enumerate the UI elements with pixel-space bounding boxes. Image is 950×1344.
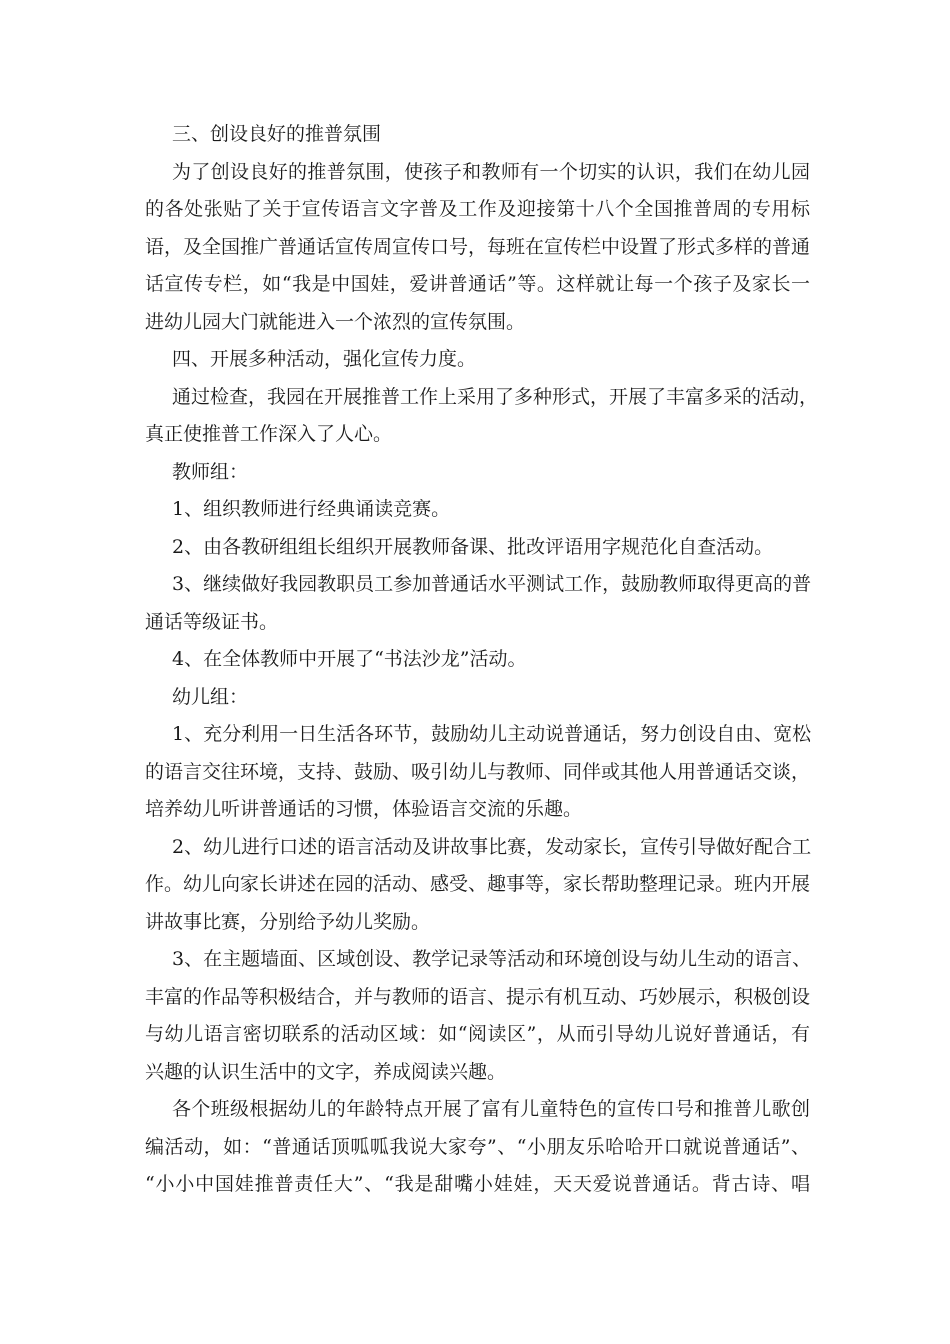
text-line: 进幼儿园大门就能进入一个浓烈的宣传氛围。 (145, 310, 526, 333)
text-line: 教师组： (172, 460, 249, 483)
text-line: 培养幼儿听讲普通话的习惯，体验语言交流的乐趣。 (145, 798, 583, 820)
text-line: 兴趣的认识生活中的文字，养成阅读兴趣。 (145, 1060, 507, 1083)
text-line: 2、由各教研组组长组织开展教师备课、批改评语用字规范化自查活动。 (172, 535, 774, 558)
document-body (145, 116, 819, 1204)
text-line: 话宣传专栏，如“我是中国娃，爱讲普通话”等。这样就让每一个孩子及家长一 (145, 273, 810, 295)
text-line: 幼儿组： (172, 685, 249, 708)
text-line: 语，及全国推广普通话宣传周宣传口号，每班在宣传栏中设置了形式多样的普通 (145, 235, 811, 258)
text-line: 通过检查，我园在开展推普工作上采用了多种形式，开展了丰富多采的活动， (172, 385, 819, 408)
text-line: 编活动，如：“普通话顶呱呱我说大家夸”、“小朋友乐哈哈开口就说普通话”、 (145, 1135, 810, 1158)
text-line: 为了创设良好的推普氛围，使孩子和教师有一个切实的认识，我们在幼儿园 (172, 160, 810, 183)
text-line: 3、在主题墙面、区域创设、教学记录等活动和环境创设与幼儿生动的语言、 (172, 948, 812, 970)
text-line: 的语言交往环境，支持、鼓励、吸引幼儿与教师、同伴或其他人用普通话交谈， (145, 760, 811, 783)
text-line: 丰富的作品等积极结合，并与教师的语言、提示有机互动、巧妙展示，积极创设 (145, 985, 811, 1008)
text-line: 四、开展多种活动，强化宣传力度。 (172, 348, 477, 370)
text-line: 2、幼儿进行口述的语言活动及讲故事比赛，发动家长，宣传引导做好配合工 (172, 835, 812, 858)
text-line: 1、充分利用一日生活各环节，鼓励幼儿主动说普通话，努力创设自由、宽松 (172, 723, 812, 745)
text-line: 作。幼儿向家长讲述在园的活动、感受、趣事等，家长帮助整理记录。班内开展 (145, 873, 811, 895)
text-line: 3、继续做好我园教职员工参加普通话水平测试工作，鼓励教师取得更高的普 (172, 573, 812, 595)
text-line: 通话等级证书。 (145, 610, 279, 633)
text-line: 4、在全体教师中开展了“书法沙龙”活动。 (172, 648, 527, 670)
text-line: 各个班级根据幼儿的年龄特点开展了富有儿童特色的宣传口号和推普儿歌创 (172, 1098, 810, 1120)
text-line: 讲故事比赛，分别给予幼儿奖励。 (145, 910, 431, 933)
text-line: “小小中国娃推普责任大”、“我是甜嘴小娃娃，天天爱说普通话。背古诗、唱 (145, 1173, 810, 1195)
text-line: 三、创设良好的推普氛围 (172, 123, 382, 145)
text-line: 的各处张贴了关于宣传语言文字普及工作及迎接第十八个全国推普周的专用标 (145, 198, 810, 220)
text-line: 与幼儿语言密切联系的活动区域：如“阅读区”，从而引导幼儿说好普通话，有 (145, 1023, 810, 1045)
text-line: 真正使推普工作深入了人心。 (145, 423, 393, 445)
text-line: 1、组织教师进行经典诵读竞赛。 (172, 498, 451, 520)
